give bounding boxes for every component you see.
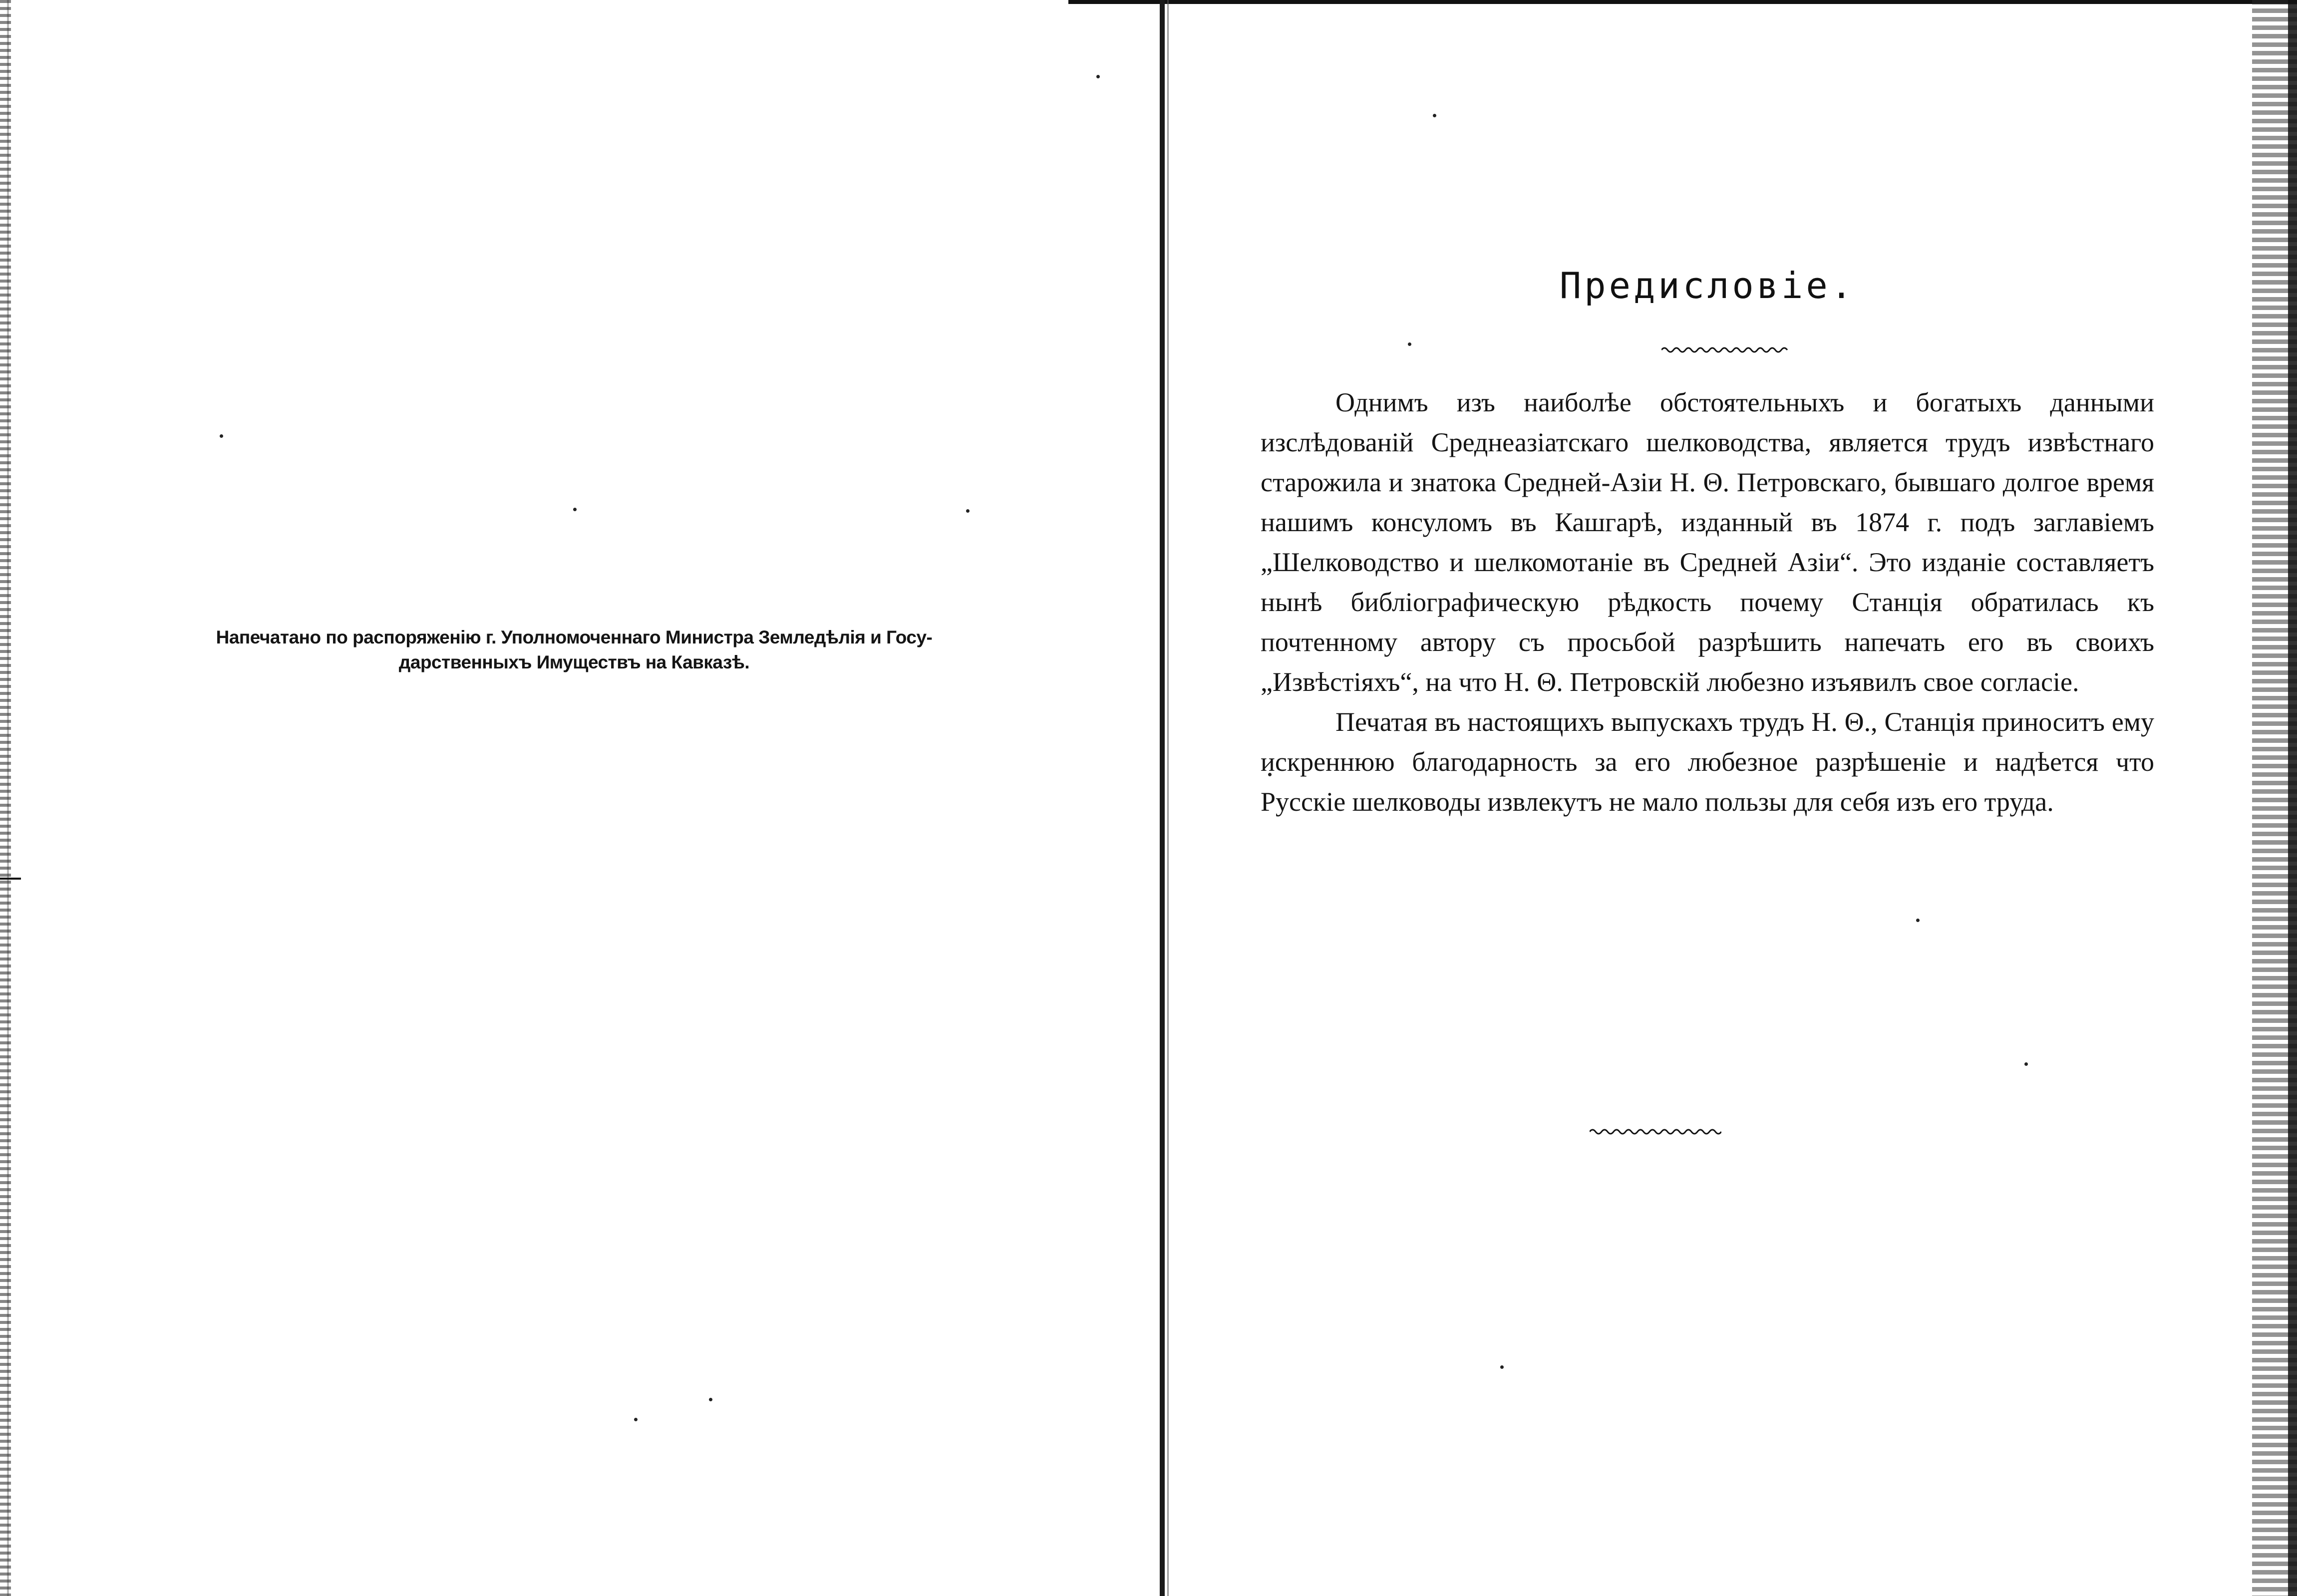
title-ornament xyxy=(1661,344,1791,355)
dust-speck xyxy=(220,434,223,438)
dust-speck xyxy=(2024,1062,2028,1066)
book-gutter xyxy=(1160,0,1165,1596)
dust-speck xyxy=(1433,114,1436,117)
page-title: Предисловіе. xyxy=(1559,265,1856,307)
left-page-edge-line xyxy=(7,0,9,1596)
preface-paragraph-2: Печатая въ настоящихъ выпускахъ трудъ Н. Θ., Станція приноситъ ему искреннюю благодарность за его любезное разрѣшеніе и надѣется что Русскіе шелководы извлекутъ не мало пользы для себя изъ его труда. xyxy=(1261,707,2154,817)
preface-paragraph-1: Однимъ изъ наиболѣе обстоятельныхъ и богатыхъ данными изслѣдованій Среднеазіатскаго шелководства, является трудъ извѣстнаго старожила и знатока Средней-Азіи Н. Θ. Петровскаго, бывшаго долгое время нашимъ консуломъ въ Кашгарѣ, изданный въ 1874 г. подъ заглавіемъ „Шелководство и шелкомотаніе въ Средней Азіи“. Это изданіе составляетъ нынѣ библіографическую рѣдкость почему Станція обратилась къ почтенному автору съ просьбой разрѣшить напечать его въ своихъ „Извѣстіяхъ“, на что Н. Θ. Петровскій любезно изъявилъ свое согласіе. xyxy=(1261,387,2154,697)
imprint-line-1: Напечатано по распоряженію г. Уполномоченнаго Министра Земледѣлія и Госу- xyxy=(216,627,933,647)
preface-body xyxy=(1261,382,2154,822)
end-ornament xyxy=(1590,1126,1721,1137)
left-page-edge xyxy=(0,0,11,1596)
book-gutter-line xyxy=(1167,0,1169,1596)
top-scan-edge xyxy=(1068,0,2297,4)
dust-speck xyxy=(1096,75,1100,78)
dust-speck xyxy=(1408,342,1411,346)
left-margin-mark xyxy=(0,878,21,880)
dust-speck xyxy=(966,509,970,513)
imprint-line-2: дарственныхъ Имуществъ на Кавказѣ. xyxy=(398,652,750,672)
dust-speck xyxy=(1500,1365,1504,1369)
dust-speck xyxy=(709,1398,712,1401)
dust-speck xyxy=(573,508,577,511)
dust-speck xyxy=(1916,919,1920,922)
right-page-edge-solid xyxy=(2288,0,2297,1596)
dust-speck xyxy=(634,1418,638,1421)
printing-permission-note xyxy=(125,625,1023,675)
